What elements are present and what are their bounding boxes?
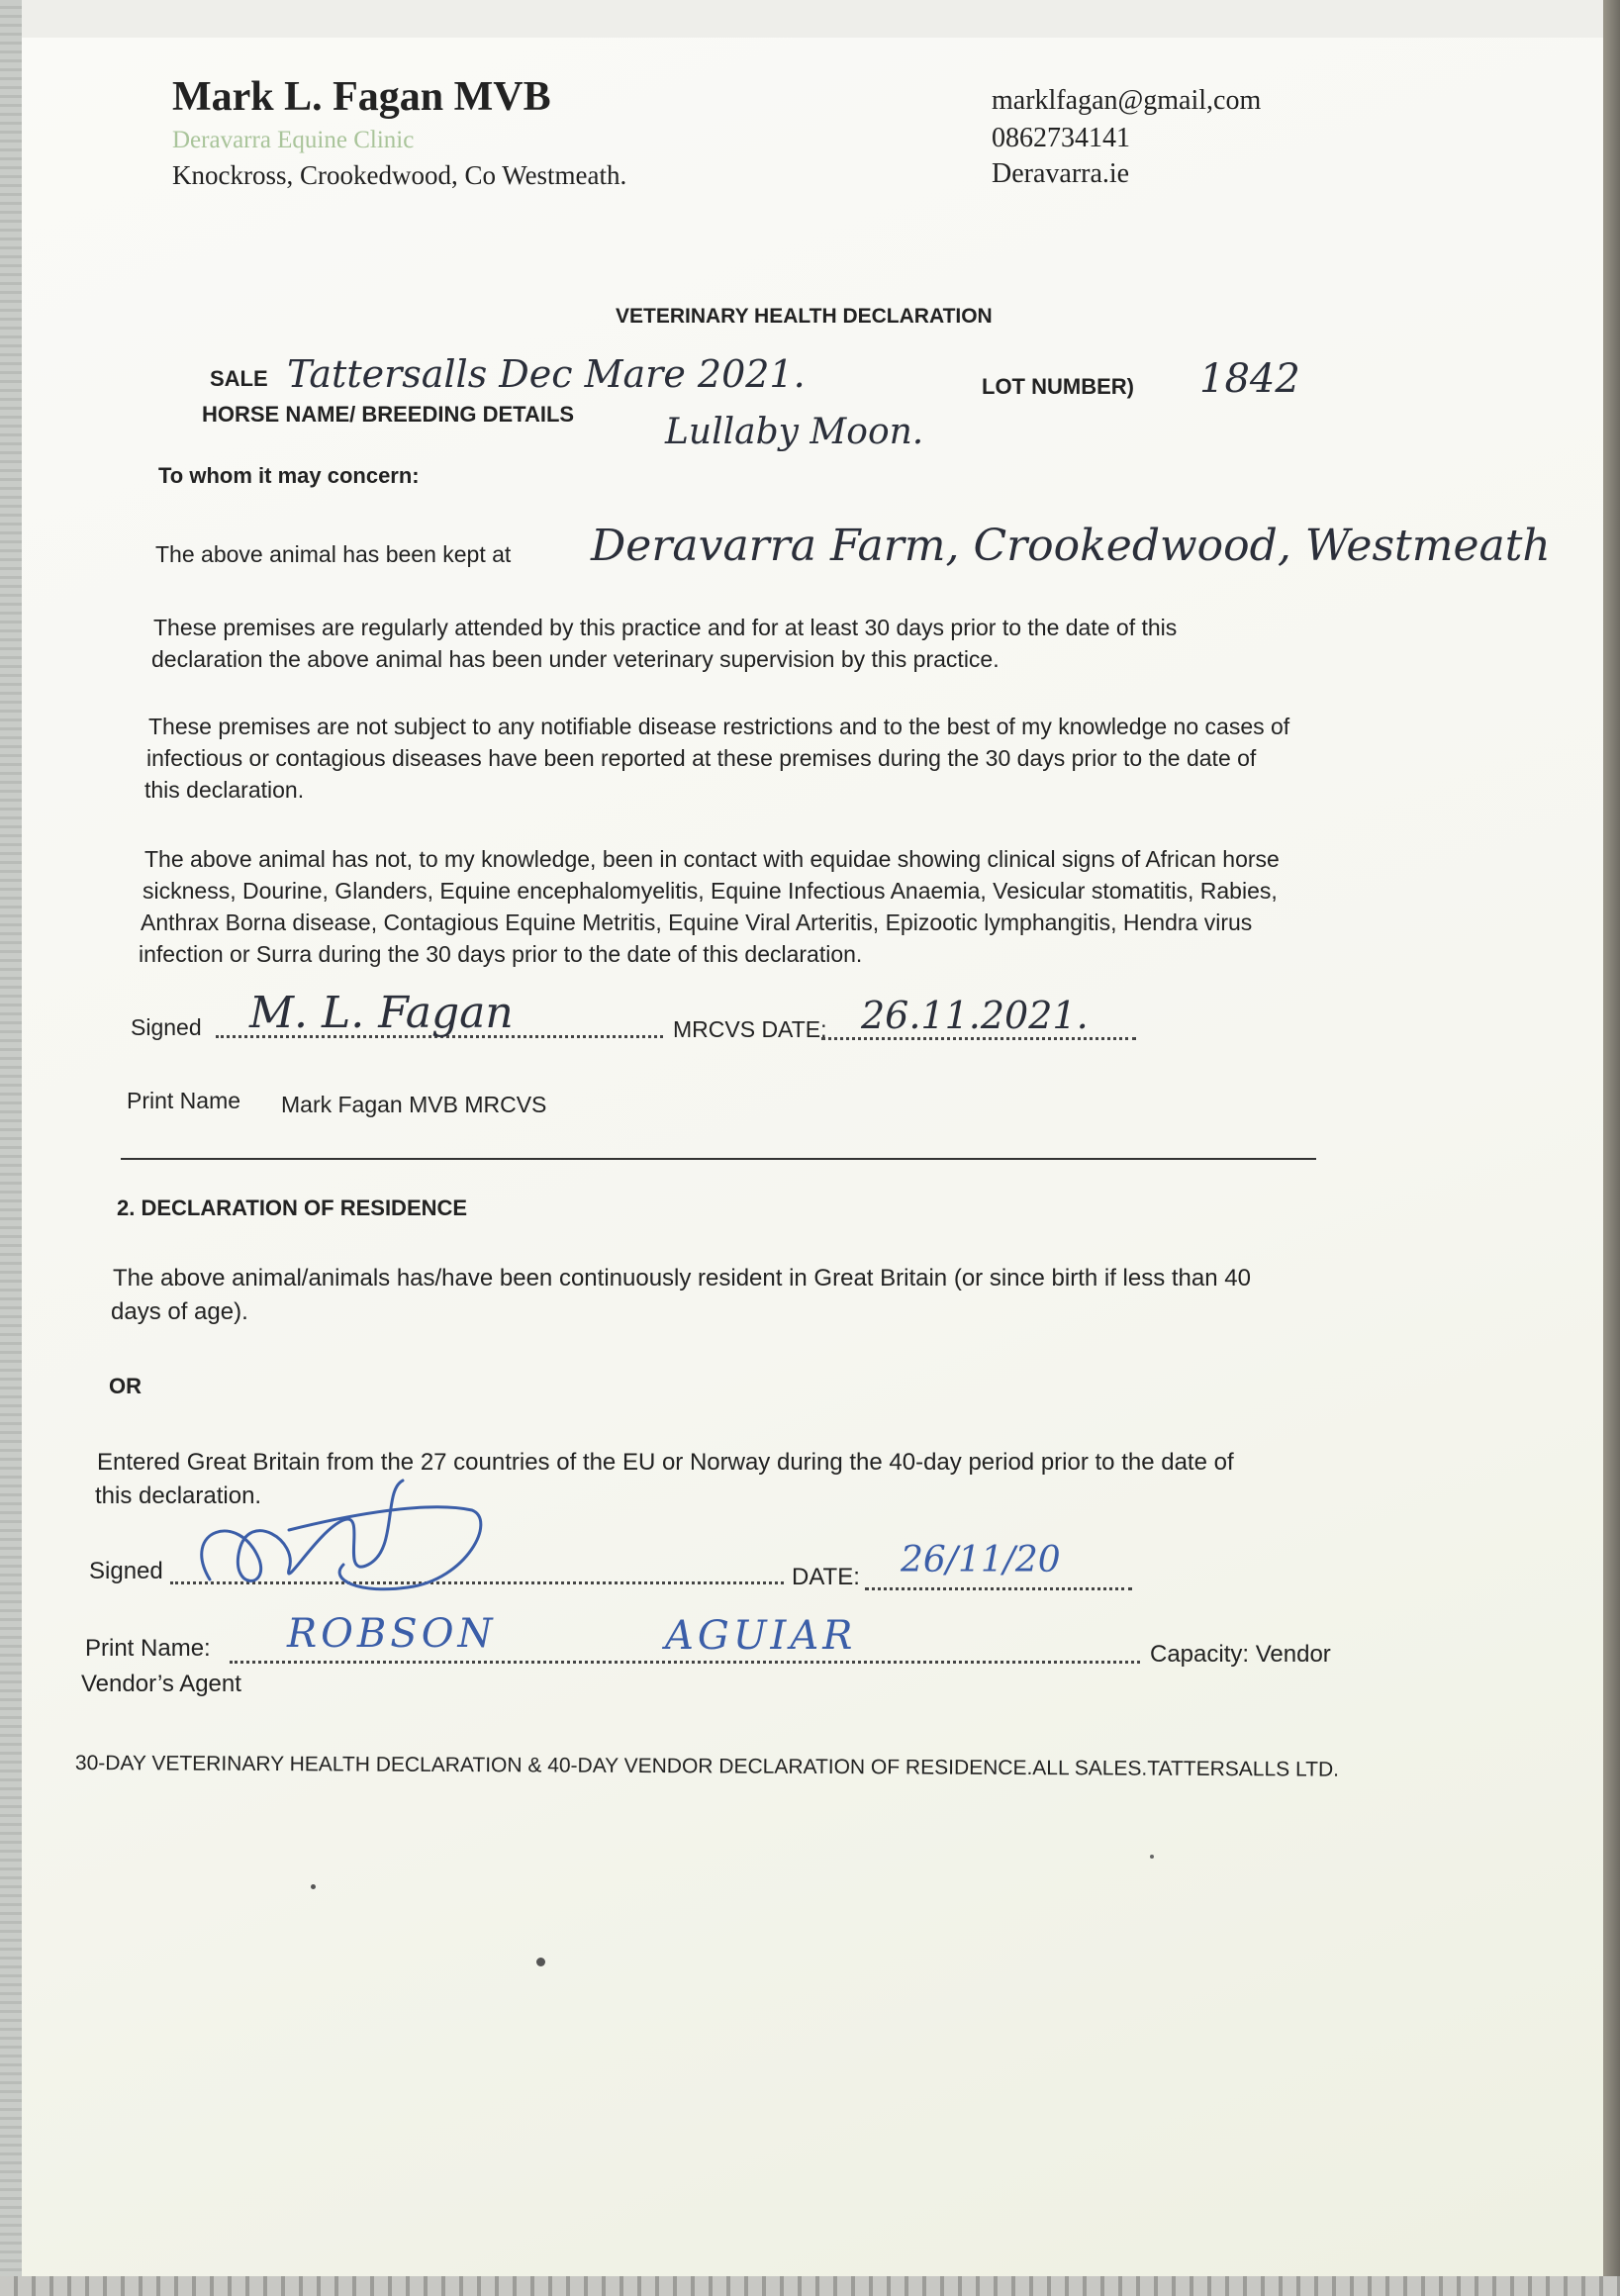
footer-text: 30-DAY VETERINARY HEALTH DECLARATION & 40-DAY VENDOR DECLARATION OF RESIDENCE.ALL SALES.TATTERSALLS LTD. (74, 1752, 1340, 1781)
or-label: OR (109, 1374, 142, 1398)
scan-left-edge (0, 0, 22, 2296)
paragraph-2-line-3: this declaration. (144, 777, 305, 803)
residence-paragraph-1-line-2: days of age). (111, 1298, 248, 1325)
scan-right-edge (1603, 0, 1620, 2296)
capacity-label: Capacity: Vendor (1150, 1641, 1331, 1668)
section-divider (121, 1158, 1316, 1160)
vendor-signed-label: Signed (89, 1558, 163, 1584)
contact-email: marklfagan@gmail,com (992, 85, 1262, 116)
vendor-date-label: DATE: (792, 1564, 860, 1590)
capacity-continued: Vendor’s Agent (81, 1671, 241, 1697)
paragraph-3-line-4: infection or Surra during the 30 days prior to the date of this declaration. (139, 941, 863, 967)
vet-print-name-value: Mark Fagan MVB MRCVS (281, 1092, 547, 1117)
sale-value: Tattersalls Dec Mare 2021. (287, 352, 806, 396)
contact-website: Deravarra.ie (992, 158, 1130, 189)
kept-at-value: Deravarra Farm, Crookedwood, Westmeath (591, 521, 1551, 571)
vet-print-name-label: Print Name (127, 1088, 241, 1113)
vet-signed-label: Signed (131, 1014, 202, 1040)
vendor-print-name-label: Print Name: (85, 1635, 211, 1662)
salutation: To whom it may concern: (158, 463, 420, 488)
paragraph-2-line-2: infectious or contagious diseases have been reported at these premises during the 30 days prior to the date of (146, 745, 1257, 771)
clinic-address: Knockross, Crookedwood, Co Westmeath. (172, 160, 627, 190)
clinic-name: Deravarra Equine Clinic (172, 127, 415, 153)
scan-speck (311, 1884, 316, 1889)
residence-paragraph-2-line-1: Entered Great Britain from the 27 countries of the EU or Norway during the 40-day period prior to the date of (97, 1449, 1234, 1476)
vet-date: 26.11.2021. (861, 994, 1089, 1037)
vendor-date-line (865, 1587, 1132, 1590)
lot-number-label: LOT NUMBER) (982, 374, 1134, 399)
kept-at-label: The above animal has been kept at (155, 541, 512, 567)
horse-name-label: HORSE NAME/ BREEDING DETAILS (202, 402, 575, 427)
residence-paragraph-2-line-2: this declaration. (95, 1483, 262, 1509)
document-page (22, 38, 1603, 2276)
vet-date-line (821, 1037, 1136, 1040)
vendor-signature-scribble (170, 1471, 497, 1609)
scan-speck (1150, 1855, 1154, 1859)
residence-heading: 2. DECLARATION OF RESIDENCE (117, 1196, 468, 1220)
vendor-print-name-line (230, 1661, 1140, 1664)
scan-speck (536, 1958, 545, 1966)
contact-phone: 0862734141 (992, 123, 1130, 153)
paragraph-1-line-1: These premises are regularly attended by this practice and for at least 30 days prior to the date of this (153, 615, 1178, 640)
sale-label: SALE (210, 366, 268, 391)
residence-paragraph-1-line-1: The above animal/animals has/have been continuously resident in Great Britain (or since birth if less than 40 (113, 1265, 1251, 1292)
paragraph-3-line-1: The above animal has not, to my knowledge, been in contact with equidae showing clinical signs of African horse (144, 846, 1280, 872)
lot-number-value: 1842 (1199, 356, 1300, 402)
paragraph-3-line-3: Anthrax Borna disease, Contagious Equine Metritis, Equine Viral Arteritis, Epizootic lymphangitis, Hendra virus (141, 909, 1253, 935)
horse-name-value: Lullaby Moon. (665, 412, 924, 452)
vet-name: Mark L. Fagan MVB (172, 74, 551, 120)
mrcvs-date-label: MRCVS DATE: (673, 1016, 827, 1042)
paragraph-2-line-1: These premises are not subject to any notifiable disease restrictions and to the best of my knowledge no cases of (148, 714, 1290, 739)
vendor-print-name-first: ROBSON (287, 1611, 497, 1657)
paragraph-3-line-2: sickness, Dourine, Glanders, Equine encephalomyelitis, Equine Infectious Anaemia, Vesicular stomatitis, Rabies, (143, 878, 1278, 904)
vet-signature: M. L. Fagan (249, 988, 514, 1038)
form-title: VETERINARY HEALTH DECLARATION (616, 305, 993, 328)
scan-bottom-edge (0, 2276, 1620, 2296)
vendor-date: 26/11/20 (901, 1540, 1061, 1580)
paragraph-1-line-2: declaration the above animal has been under veterinary supervision by this practice. (151, 646, 1000, 672)
vendor-print-name-last: AGUIAR (665, 1613, 857, 1659)
